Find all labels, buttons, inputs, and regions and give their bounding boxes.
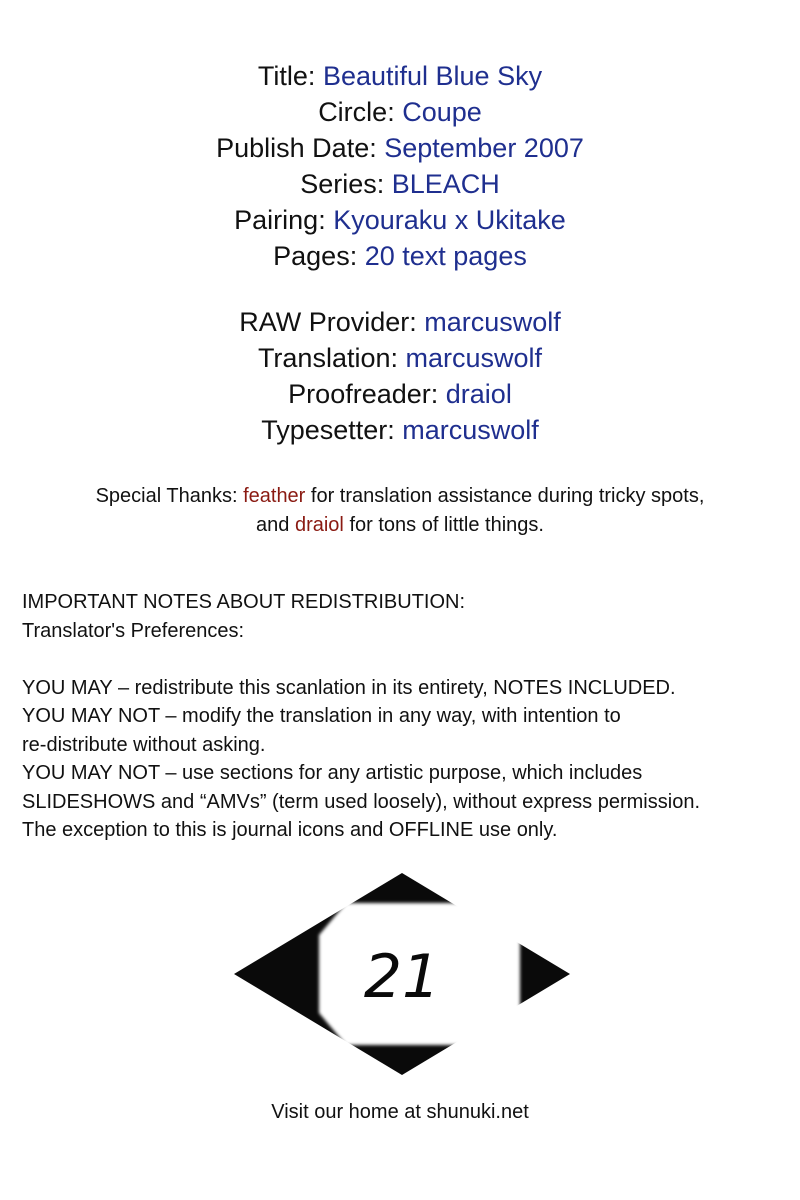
notes-line: SLIDESHOWS and “AMVs” (term used loosely), without express permission. [22, 790, 700, 813]
credit-proofreader-label: Proofreader: [288, 379, 439, 409]
credit-raw-provider-line [0, 304, 800, 340]
info-publish-date-line [0, 130, 800, 166]
special-thanks-label: Special Thanks: [95, 485, 238, 507]
thanks-prefix-2: and [256, 514, 290, 536]
info-series-label: Series: [300, 169, 385, 199]
credit-typesetter-value: marcuswolf [402, 415, 539, 445]
info-pages-label: Pages: [273, 241, 358, 271]
credits-block [0, 304, 800, 448]
notes-spacer [22, 645, 792, 674]
info-title-line [0, 58, 800, 94]
info-series-line [0, 166, 800, 202]
notes-line: YOU MAY NOT – use sections for any artistic purpose, which includes [22, 762, 643, 784]
info-pairing-value: Kyouraku x Ukitake [333, 205, 566, 235]
info-pairing-label: Pairing: [234, 205, 326, 235]
info-circle-label: Circle: [318, 97, 395, 127]
info-series-value: BLEACH [391, 169, 500, 199]
info-pages-line [0, 238, 800, 274]
credit-typesetter-line [0, 412, 800, 448]
info-title-value: Beautiful Blue Sky [322, 61, 543, 91]
thanks-name-feather: feather [243, 485, 306, 507]
notes-line: re-distribute without asking. [22, 733, 266, 756]
info-publish-date-value: September 2007 [384, 133, 584, 163]
notes-heading: IMPORTANT NOTES ABOUT REDISTRIBUTION: [22, 591, 466, 613]
info-pairing-line [0, 202, 800, 238]
footer-visit-text: Visit our home at shunuki.net [271, 1101, 529, 1123]
credit-proofreader-value: draiol [445, 379, 512, 409]
info-circle-line [0, 94, 800, 130]
footer [0, 1098, 800, 1126]
notes-line: The exception to this is journal icons and OFFLINE use only. [22, 819, 558, 841]
credit-translation-value: marcuswolf [405, 343, 543, 373]
emblem-number: 21 [363, 942, 441, 1012]
credit-translation-label: Translation: [257, 343, 398, 373]
notes-line: YOU MAY – redistribute this scanlation in its entirety, NOTES INCLUDED. [22, 676, 676, 699]
info-circle-value: Coupe [402, 97, 482, 127]
special-thanks-block [0, 482, 800, 540]
redistribution-notes [22, 588, 792, 845]
thanks-name-draiol: draiol [294, 514, 344, 536]
special-thanks-line-2 [0, 511, 800, 540]
notes-subheading: Translator's Preferences: [22, 619, 245, 642]
credit-translation-line [0, 340, 800, 376]
info-publish-date-label: Publish Date: [216, 133, 377, 163]
info-block [0, 58, 800, 274]
info-pages-value: 20 text pages [364, 241, 527, 271]
info-title-label: Title: [257, 61, 316, 91]
credit-typesetter-label: Typesetter: [261, 415, 395, 445]
squad-21-emblem [234, 873, 570, 1075]
special-thanks-line-1 [0, 482, 800, 511]
thanks-text-2: for tons of little things. [349, 514, 544, 536]
thanks-text-1: for translation assistance during tricky spots, [310, 485, 705, 507]
credit-proofreader-line [0, 376, 800, 412]
credit-raw-provider-label: RAW Provider: [239, 307, 417, 337]
credit-raw-provider-value: marcuswolf [424, 307, 561, 337]
notes-line: YOU MAY NOT – modify the translation in any way, with intention to [22, 705, 621, 727]
